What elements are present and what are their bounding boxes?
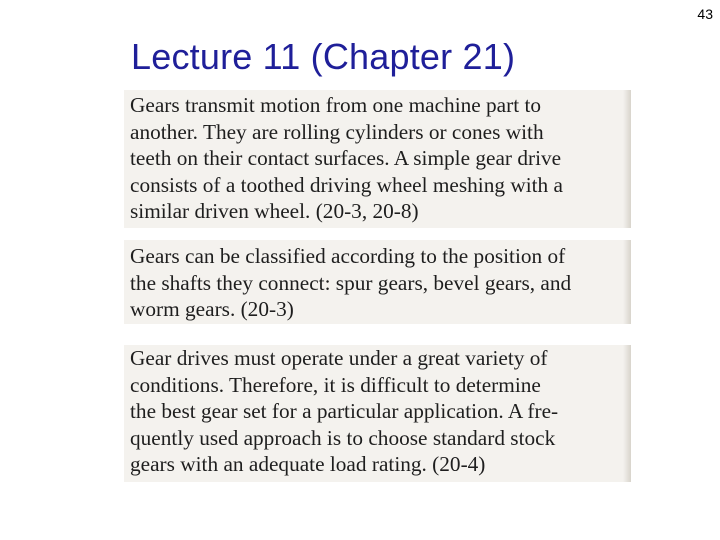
- scanned-paragraph-gears-intro: [124, 90, 631, 228]
- page-number: 43: [697, 6, 713, 22]
- paragraph-line: gears with an adequate load rating. (20-4): [130, 452, 486, 476]
- paragraph-line: conditions. Therefore, it is difficult to determine: [130, 372, 541, 397]
- scan-shadow-edge: [623, 240, 631, 324]
- paragraph-line: quently used approach is to choose standard stock: [130, 425, 556, 450]
- scan-shadow-edge: [623, 345, 631, 482]
- scanned-paragraph-gear-classification: [124, 240, 631, 324]
- paragraph-line: the best gear set for a particular application. A fre-: [130, 399, 559, 423]
- scanned-paragraph-gear-drives: [124, 345, 631, 482]
- paragraph-line: consists of a toothed driving wheel meshing with a: [130, 172, 563, 197]
- paragraph-line: teeth on their contact surfaces. A simple gear drive: [130, 146, 562, 170]
- paragraph-line: Gears can be classified according to the position of: [130, 244, 566, 268]
- paragraph-line: another. They are rolling cylinders or cones with: [130, 119, 544, 144]
- slide-title: Lecture 11 (Chapter 21): [131, 36, 516, 77]
- paragraph-line: worm gears. (20-3): [130, 297, 294, 321]
- paragraph-line: Gears transmit motion from one machine part to: [130, 93, 542, 117]
- paragraph-line: similar driven wheel. (20-3, 20-8): [130, 199, 419, 223]
- paragraph-line: the shafts they connect: spur gears, bevel gears, and: [130, 270, 572, 295]
- scan-shadow-edge: [623, 90, 631, 228]
- paragraph-line: Gear drives must operate under a great variety of: [130, 346, 548, 370]
